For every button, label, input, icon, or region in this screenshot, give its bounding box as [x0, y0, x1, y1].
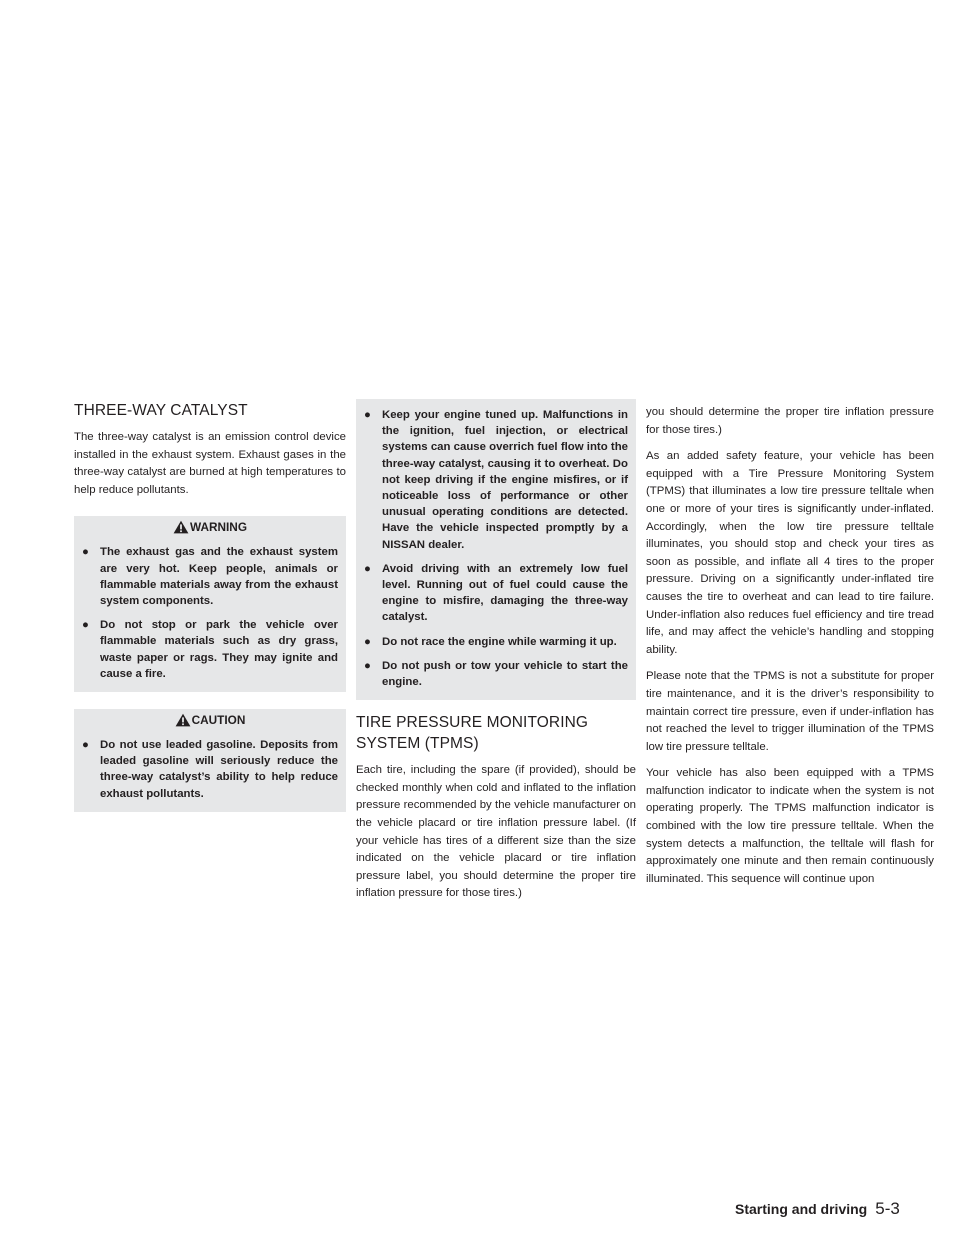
caution-box — [74, 709, 346, 812]
bullet-icon: ● — [364, 635, 371, 648]
tpms-paragraph-1-continued: you should determine the proper tire inflation pressure for those tires.) — [646, 406, 934, 436]
page-number: 5-3 — [875, 1199, 900, 1218]
list-item: ● The exhaust gas and the exhaust system are very hot. Keep people, animals or flammable materials away from the exhaust system components. — [82, 546, 338, 607]
warning-label: WARNING — [189, 520, 247, 535]
bullet-icon: ● — [82, 546, 89, 559]
tpms-paragraph-2: As an added safety feature, your vehicle has been equipped with a Tire Pressure Monitoring System (TPMS) that illuminates a low tire pressure telltale when one or more of your tires is significantly under-inflated. Accordingly, when the low tire pressure telltale illuminates, you should stop and check your tires as soon as possible, and inflate all 4 tires to the proper pressure. Driving on a significantly under-inflated tire causes the tire to overheat and can lead to tire failure. Under-inflation also reduces fuel efficiency and tire tread life, and may affect the vehicle’s handling and stopping ability. — [646, 450, 934, 656]
caution-box-continued — [356, 399, 636, 700]
column-right — [646, 404, 934, 897]
chapter-title: Starting and driving — [735, 1201, 868, 1217]
column-left — [74, 400, 346, 826]
caution-list-part1 — [82, 737, 338, 802]
tpms-paragraph-1: Each tire, including the spare (if provided), should be checked monthly when cold and inflated to the inflation pressure recommended by the vehicle manufacturer on the vehicle placard or tire inflation pressure label. (If your vehicle has tires of a different size than the size indicated on the vehicle placard or tire inflation pressure label, you should determine the proper tire inflation pressure for those tires.) — [356, 764, 636, 900]
caution-list-part2 — [364, 407, 628, 690]
column-middle — [356, 409, 636, 900]
bullet-icon: ● — [364, 659, 371, 672]
caution-label: CAUTION — [191, 713, 246, 727]
caution-header — [82, 713, 338, 727]
warning-triangle-icon — [175, 713, 191, 727]
list-item: ● Do not stop or park the vehicle over flammable materials such as dry grass, waste paper or rags. They may ignite and cause a fire. — [82, 619, 338, 680]
warning-triangle-icon — [173, 520, 189, 534]
list-item: ● Do not use leaded gasoline. Deposits from leaded gasoline will seriously reduce the three-way catalyst’s ability to help reduce exhaust pollutants. — [82, 739, 338, 800]
bullet-icon: ● — [82, 619, 89, 632]
list-item: ● Keep your engine tuned up. Malfunctions in the ignition, fuel injection, or electrical systems can cause overrich fuel flow into the three-way catalyst, causing it to overheat. Do not keep driving if the engine misfires, or if noticeable loss of performance or other unusual operating conditions are detected. Have the vehicle inspected promptly by a NISSAN dealer. — [364, 409, 628, 551]
page-footer — [735, 1199, 945, 1219]
bullet-icon: ● — [82, 739, 89, 751]
warning-box — [74, 516, 346, 692]
catalyst-intro: The three-way catalyst is an emission control device installed in the exhaust system. Exhaust gases in the three-way catalyst are burned at high temperatures to help reduce pollutants. — [74, 431, 346, 496]
list-item: ● Do not push or tow your vehicle to start the engine. — [364, 659, 628, 689]
list-item: ● Avoid driving with an extremely low fuel level. Running out of fuel could cause the engine to misfire, damaging the three-way catalyst. — [364, 562, 628, 624]
bullet-icon: ● — [364, 409, 371, 421]
tpms-paragraph-4: Your vehicle has also been equipped with a TPMS malfunction indicator to indicate when the system is not operating properly. The TPMS malfunction indicator is combined with the low tire pressure telltale. When the system detects a malfunction, the telltale will flash for approximately one minute and then remain continuously illuminated. This sequence will continue upon — [646, 767, 934, 885]
section-title-tpms: TIRE PRESSURE MONITORING SYSTEM (TPMS) — [356, 714, 589, 753]
section-title-catalyst: THREE-WAY CATALYST — [74, 402, 248, 419]
tpms-paragraph-3: Please note that the TPMS is not a substitute for proper tire maintenance, and it is the driver’s responsibility to maintain correct tire pressure, even if under-inflation has not reached the level to trigger illumination of the TPMS low tire pressure telltale. — [646, 670, 934, 753]
warning-list — [82, 544, 338, 682]
warning-header — [82, 520, 338, 534]
bullet-icon: ● — [364, 562, 371, 575]
list-item: ● Do not race the engine while warming it up. — [364, 634, 628, 650]
